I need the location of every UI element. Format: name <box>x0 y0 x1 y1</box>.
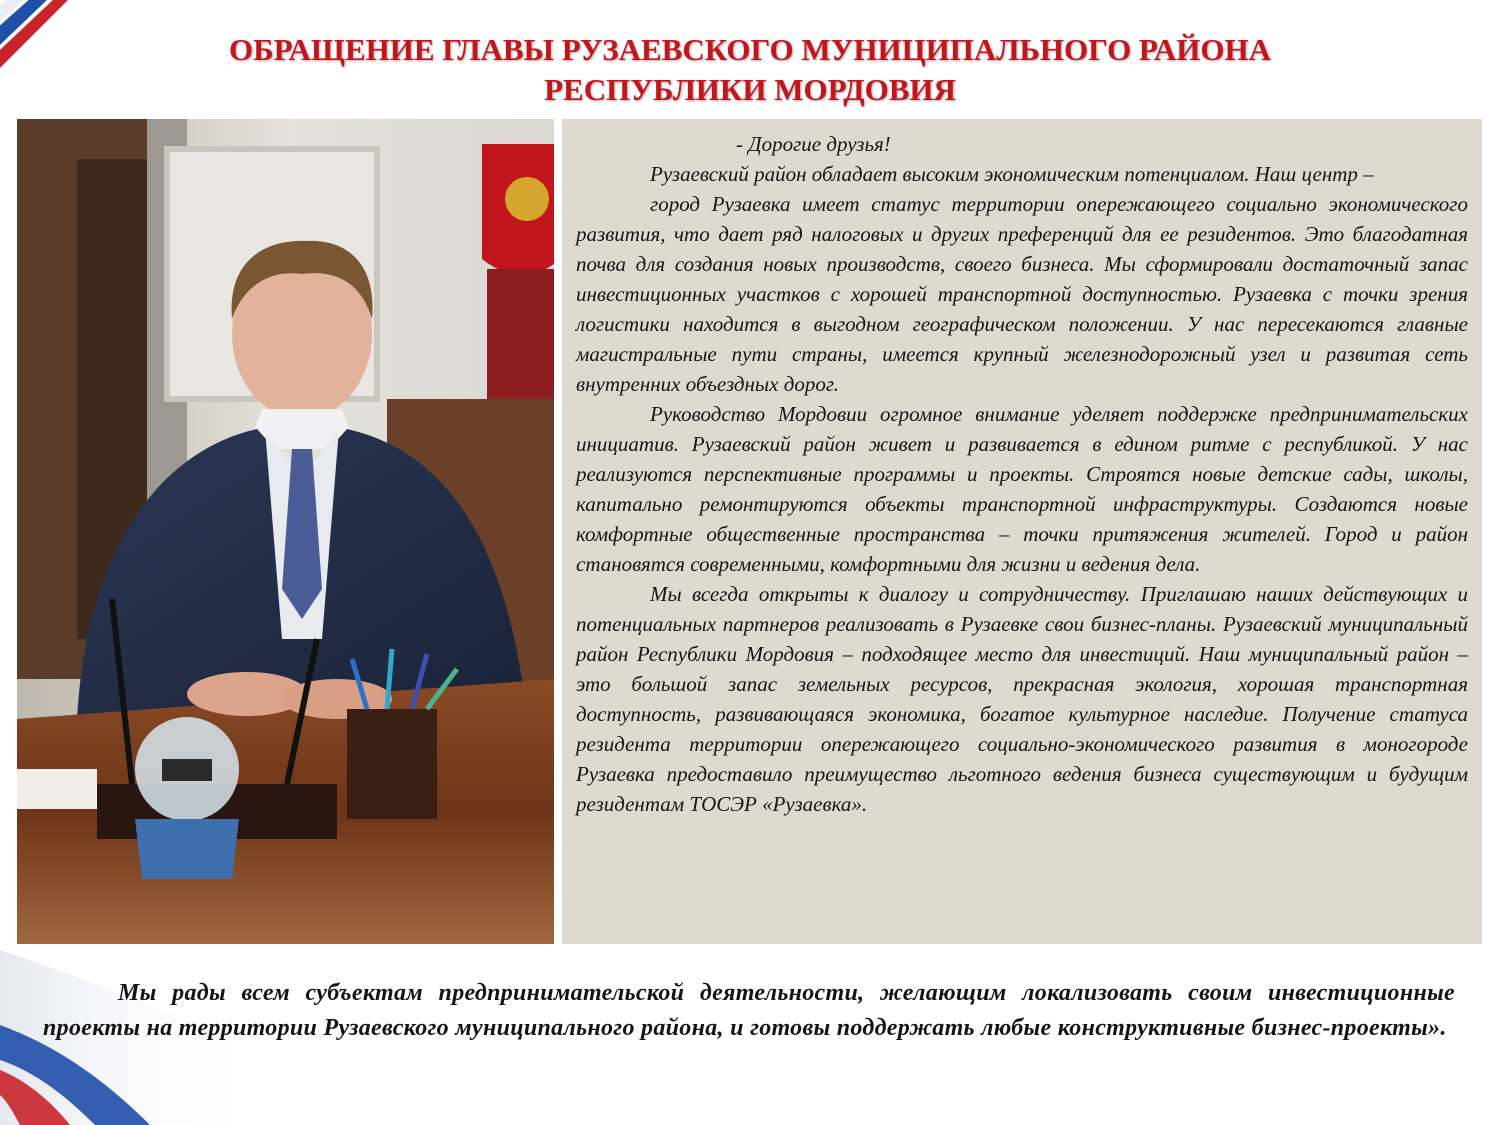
closing-statement: Мы рады всем субъектам предпринимательской деятельности, желающим локализовать своим инвестиционные проекты на территории Рузаевского муниципального района, и готовы поддержать любые конструктивные бизнес-проекты». <box>43 980 1455 1041</box>
address-text-panel <box>562 119 1482 944</box>
page-title-line-2: РЕСПУБЛИКИ МОРДОВИЯ <box>544 72 956 107</box>
portrait-photo <box>17 119 554 944</box>
address-paragraph: Рузаевский район обладает высоким экономическим потенциалом. Наш центр – <box>650 162 1374 186</box>
address-paragraph: Руководство Мордовии огромное внимание уделяет поддержке предпринимательских инициатив. Рузаевский район живет и развивается в едином ритме с республикой. У нас реализуются перспективные программы и проекты. Строятся новые детские сады, школы, капитально ремонтируются объекты транспортной инфраструктуры. Создаются новые комфортные общественные пространства – точки притяжения жителей. Город и район становятся современными, комфортными для жизни и ведения дела. <box>576 402 1468 576</box>
page-title-line-1: ОБРАЩЕНИЕ ГЛАВЫ РУЗАЕВСКОГО МУНИЦИПАЛЬНОГО РАЙОНА <box>228 32 1272 67</box>
address-paragraph: Мы всегда открыты к диалогу и сотрудничеству. Приглашаю наших действующих и потенциальных партнеров реализовать в Рузаевке свои бизнес-планы. Рузаевский муниципальный район Республики Мордовия – подходящее место для инвестиций. Наш муниципальный район – это большой запас земельных ресурсов, прекрасная экология, хорошая транспортная доступность, развивающаяся экономика, богатое культурное наследие. Получение статуса резидента территории опережающего социально-экономического развития в моногороде Рузаевка предоставило преимущество льготного ведения бизнеса существующим и будущим резидентам ТОСЭР «Рузаевка». <box>576 582 1468 816</box>
greeting: - Дорогие друзья! <box>736 132 891 156</box>
address-paragraph: город Рузаевка имеет статус территории опережающего социально экономического развития, что дает ряд налоговых и других преференций для ее резидентов. Это благодатная почва для создания новых производств, своего бизнеса. Мы сформировали достаточный запас инвестиционных участков с хорошей транспортной доступностью. Рузаевка с точки зрения логистики находится в выгодном географическом положении. У нас пересекаются главные магистральные пути страны, имеется крупный железнодорожный узел и развитая сеть внутренних объездных дорог. <box>576 192 1468 396</box>
page-title <box>0 30 1500 110</box>
